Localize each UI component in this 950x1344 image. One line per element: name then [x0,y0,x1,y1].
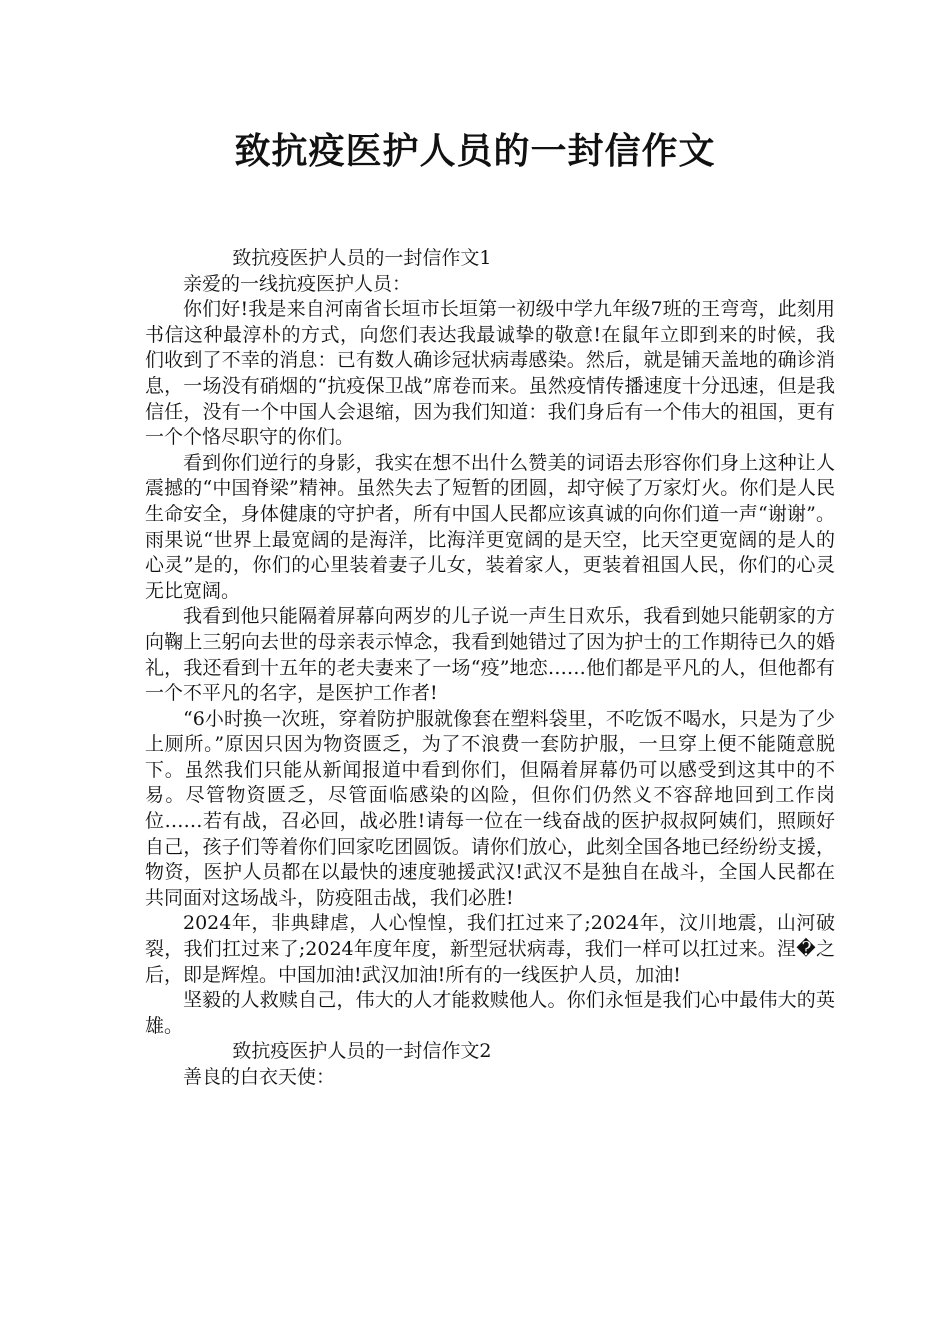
paragraph-stories: 我看到他只能隔着屏幕向两岁的儿子说一声生日欢乐，我看到她只能朝家的方向鞠上三躬向去世的母亲表示悼念，我看到她错过了因为护士的工作期待已久的婚礼，我还看到十五年的老夫妻来了一场“疫”地恋……他们都是平凡的人，但他都有一个不平凡的名字，是医护工作者! [145,605,835,705]
document-body [145,246,835,1091]
section-heading-2: 致抗疫医护人员的一封信作文2 [232,1040,492,1063]
paragraph-hardship: “6小时换一次班，穿着防护服就像套在塑料袋里，不吃饭不喝水，只是为了少上厕所。”原因只因为物资匮乏，为了不浪费一套防护服，一旦穿上便不能随意脱下。虽然我们只能从新闻报道中看到你们，但隔着屏幕仍可以感受到这其中的不易。尽管物资匮乏，尽管面临感染的凶险，但你们仍然义不容辞地回到工作岗位……若有战，召必回，战必胜!请每一位在一线奋战的医护叔叔阿姨们，照顾好自己，孩子们等着你们回家吃团圆饭。请你们放心，此刻全国各地已经纷纷支援，物资，医护人员都在以最快的速度驰援武汉!武汉不是独自在战斗，全国人民都在共同面对这场战斗，防疫阻击战，我们必胜! [145,707,835,909]
salutation-2: 善良的白衣天使： [183,1066,336,1088]
paragraph-praise: 看到你们逆行的身影，我实在想不出什么赞美的词语去形容你们身上这种让人震撼的“中国脊梁”精神。虽然失去了短暂的团圆，却守候了万家灯火。你们是人民生命安全，身体健康的守护者，所有中国人民都应该真诚的向你们道一声“谢谢”。雨果说“世界上最宽阔的是海洋，比海洋更宽阔的是天空，比天空更宽阔的是人的心灵”是的，你们的心里装着妻子儿女，装着家人，更装着祖国人民，你们的心灵无比宽阔。 [145,451,835,602]
salutation-1: 亲爱的一线抗疫医护人员： [183,272,412,295]
paragraph-closing: 坚毅的人救赎自己，伟大的人才能救赎他人。你们永恒是我们心中最伟大的英雄。 [145,989,835,1037]
paragraph-greeting: 你们好!我是来自河南省长垣市长垣第一初级中学九年级7班的王弯弯，此刻用书信这种最淳朴的方式，向您们表达我最诚挚的敬意!在鼠年立即到来的时候，我们收到了不幸的消息：已有数人确诊冠状病毒感染。然后，就是铺天盖地的确诊消息，一场没有硝烟的“抗疫保卫战”席卷而来。虽然疫情传播速度十分迅速，但是我信任，没有一个中国人会退缩，因为我们知道：我们身后有一个伟大的祖国，更有一个个恪尽职守的你们。 [145,298,835,449]
section-heading-1: 致抗疫医护人员的一封信作文1 [232,247,492,269]
paragraph-history: 2024年，非典肆虐，人心惶惶，我们扛过来了;2024年，汶川地震，山河破裂，我们扛过来了;2024年度年度，新型冠状病毒，我们一样可以扛过来。涅�之后，即是辉煌。中国加油!武汉加油!所有的一线医护人员，加油! [145,912,835,986]
document-title: 致抗疫医护人员的一封信作文 [234,131,716,172]
